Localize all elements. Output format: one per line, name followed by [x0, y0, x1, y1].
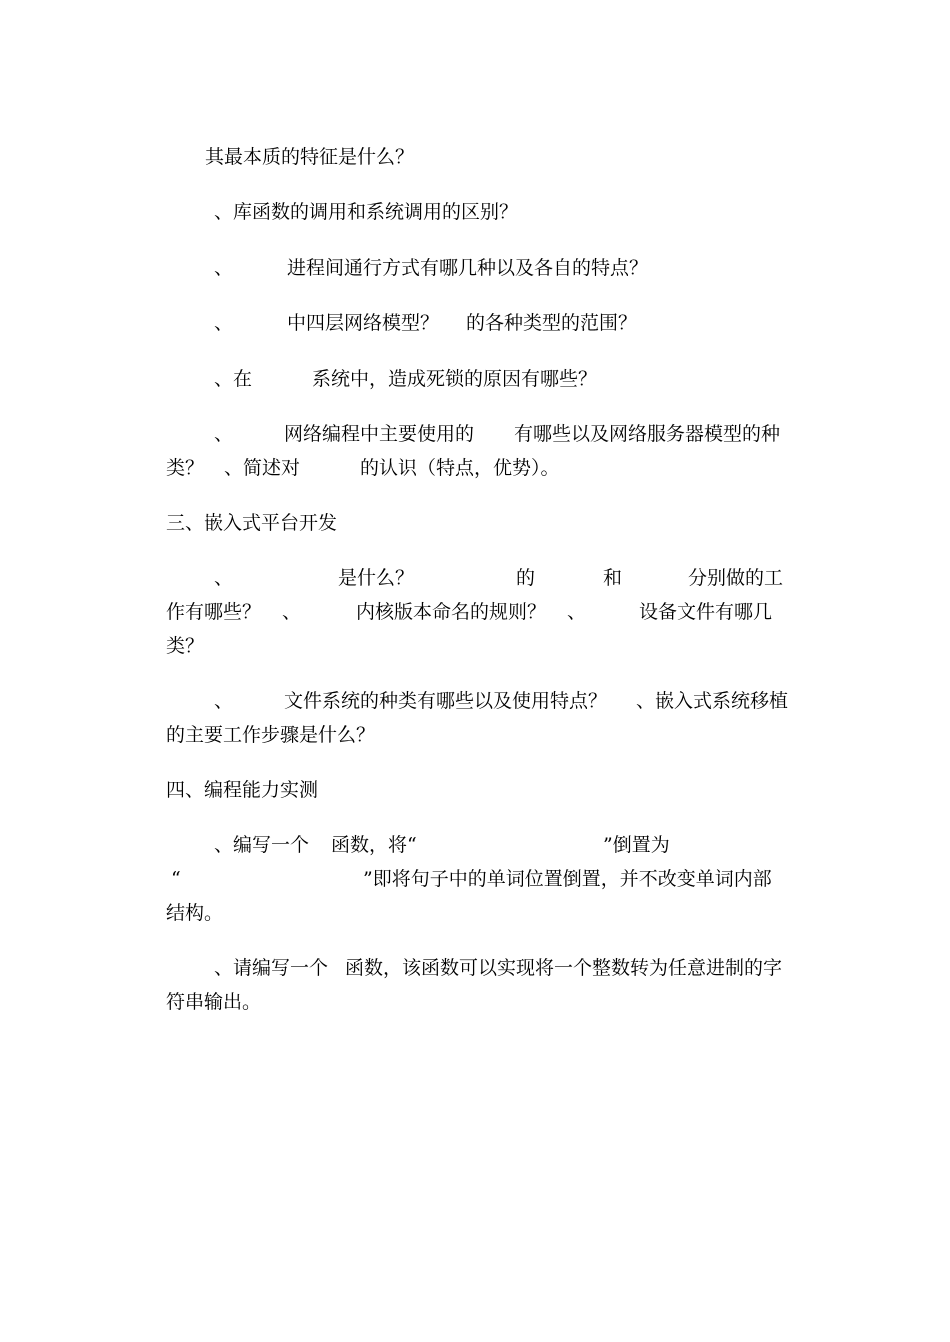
text-line: 中四层网络模型？ [287, 312, 440, 334]
text-line: 、 [282, 601, 302, 623]
text-line: 、 [214, 423, 234, 445]
text-line: 和 [603, 567, 623, 589]
text-line: 网络编程中主要使用的 [284, 423, 475, 445]
text-line: 的各种类型的范围？ [466, 312, 638, 334]
text-line: ”即将句子中的单词位置倒置，并不改变单词内部 [363, 868, 772, 890]
text-line: 、在 [214, 368, 253, 390]
text-line: 、 [214, 567, 234, 589]
text-line: 、 [214, 257, 234, 279]
text-line: 是什么？ [338, 567, 415, 589]
text-line: 文件系统的种类有哪些以及使用特点？ [284, 690, 608, 712]
text-line: 分别做的工 [688, 567, 784, 589]
section-heading: 三、嵌入式平台开发 [166, 512, 338, 534]
text-line: “ [171, 868, 181, 890]
text-line: 、 [214, 690, 234, 712]
text-line: 系统中，造成死锁的原因有哪些？ [312, 368, 598, 390]
text-line: 、请编写一个 [214, 957, 329, 979]
text-line: 、编写一个 [214, 834, 310, 856]
section-heading: 四、编程能力实测 [166, 779, 319, 801]
text-line: 内核版本命名的规则？ [356, 601, 547, 623]
text-line: 、 [214, 312, 234, 334]
text-line: 函数，将“ [331, 834, 417, 856]
text-line: 、嵌入式系统移植 [636, 690, 789, 712]
text-line: 的 [516, 567, 536, 589]
text-line: 其最本质的特征是什么？ [205, 146, 415, 168]
text-line: 有哪些以及网络服务器模型的种 [514, 423, 781, 445]
text-line: 结构。 [166, 902, 224, 924]
text-line: 函数，该函数可以实现将一个整数转为任意进制的字 [345, 957, 783, 979]
text-line: 类？ [166, 457, 205, 479]
text-line: 进程间通行方式有哪几种以及各自的特点？ [287, 257, 649, 279]
text-line: 类？ [166, 635, 205, 657]
text-line: 、 [567, 601, 587, 623]
text-line: 作有哪些？ [166, 601, 262, 623]
text-line: 的认识（特点，优势）。 [360, 457, 560, 479]
text-line: 符串输出。 [166, 991, 262, 1013]
text-line: ”倒置为 [603, 834, 670, 856]
text-line: 、简述对 [224, 457, 301, 479]
text-line: 设备文件有哪几 [639, 601, 773, 623]
text-line: 的主要工作步骤是什么？ [166, 724, 376, 746]
text-line: 、库函数的调用和系统调用的区别？ [214, 201, 519, 223]
